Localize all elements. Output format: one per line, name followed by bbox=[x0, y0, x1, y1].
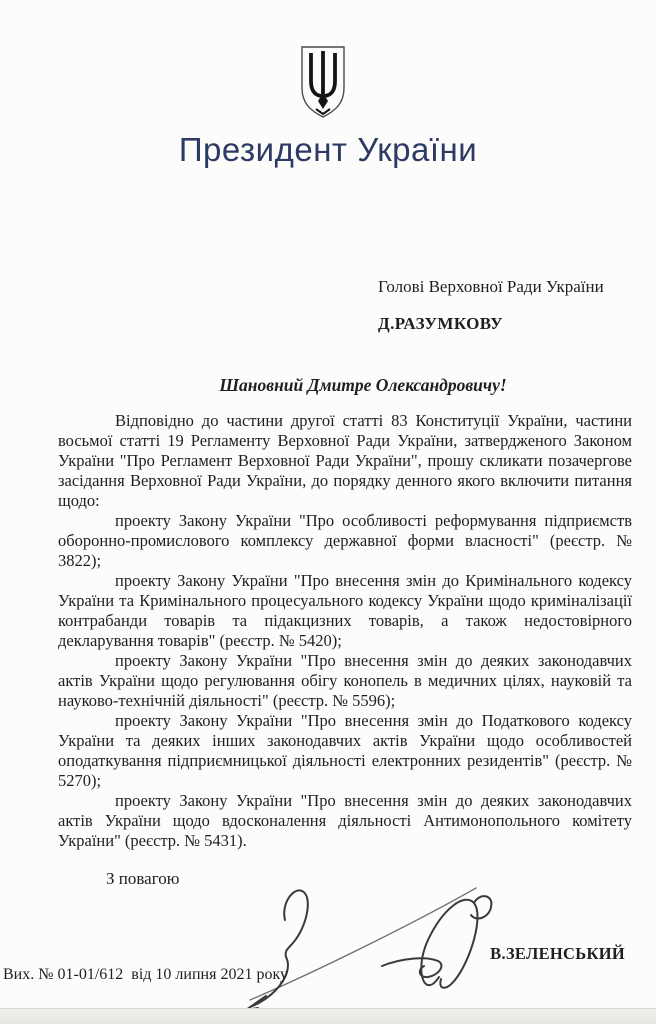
body-paragraph-bill-5420: проекту Закону України "Про внесення змін до Кримінального кодексу України та Кримінального процесуального кодексу України щодо криміналізації контрабанди товарів та підакцизних товарів, а також недостовірного декларування товарів" (реєстр. № 5420); bbox=[58, 571, 632, 650]
letterhead-title: Президент України bbox=[178, 131, 478, 168]
tryzub-trident-icon bbox=[297, 44, 349, 120]
handwritten-signature bbox=[240, 878, 532, 1024]
letter-body bbox=[58, 411, 632, 851]
body-paragraph-bill-5596: проекту Закону України "Про внесення змін до деяких законодавчих актів України щодо регулювання обігу конопель в медичних цілях, науковій та науково-технічній діяльності" (реєстр. № 5596); bbox=[58, 651, 632, 710]
body-paragraph-intro: Відповідно до частини другої статті 83 Конституції України, частини восьмої статті 19 Регламенту Верховної Ради України, затвердженого Законом України "Про Регламент Верховної Ради України", прошу скликати позачергове засідання Верховної Ради України, до порядку денного якого включити питання щодо: bbox=[58, 411, 632, 510]
coat-of-arms-emblem bbox=[297, 44, 349, 120]
recipient-block bbox=[378, 276, 604, 334]
valediction: З повагою bbox=[106, 869, 180, 888]
recipient-name: Д.РАЗУМКОВУ bbox=[378, 314, 504, 333]
body-paragraph-bill-5431: проекту Закону України "Про внесення змін до деяких законодавчих актів України щодо вдосконалення діяльності Антимонопольного комітету України" (реєстр. № 5431). bbox=[58, 791, 632, 850]
body-paragraph-bill-3822: проекту Закону України "Про особливості реформування підприємств оборонно-промислового комплексу державної форми власності" (реєстр. № 3822); bbox=[58, 511, 632, 570]
page-bottom-edge bbox=[0, 1008, 656, 1024]
signer-name: В.ЗЕЛЕНСЬКИЙ bbox=[490, 944, 625, 963]
outgoing-reference: Вих. № 01-01/612 від 10 липня 2021 року bbox=[3, 966, 288, 983]
recipient-position: Голові Верховної Ради України bbox=[378, 277, 604, 296]
salutation: Шановний Дмитре Олександровичу! bbox=[219, 375, 507, 395]
body-paragraph-bill-5270: проекту Закону України "Про внесення змін до Податкового кодексу України та деяких інших законодавчих актів України щодо особливостей оподаткування підприємницької діяльності електронних резидентів" (реєстр. № 5270); bbox=[58, 711, 632, 790]
